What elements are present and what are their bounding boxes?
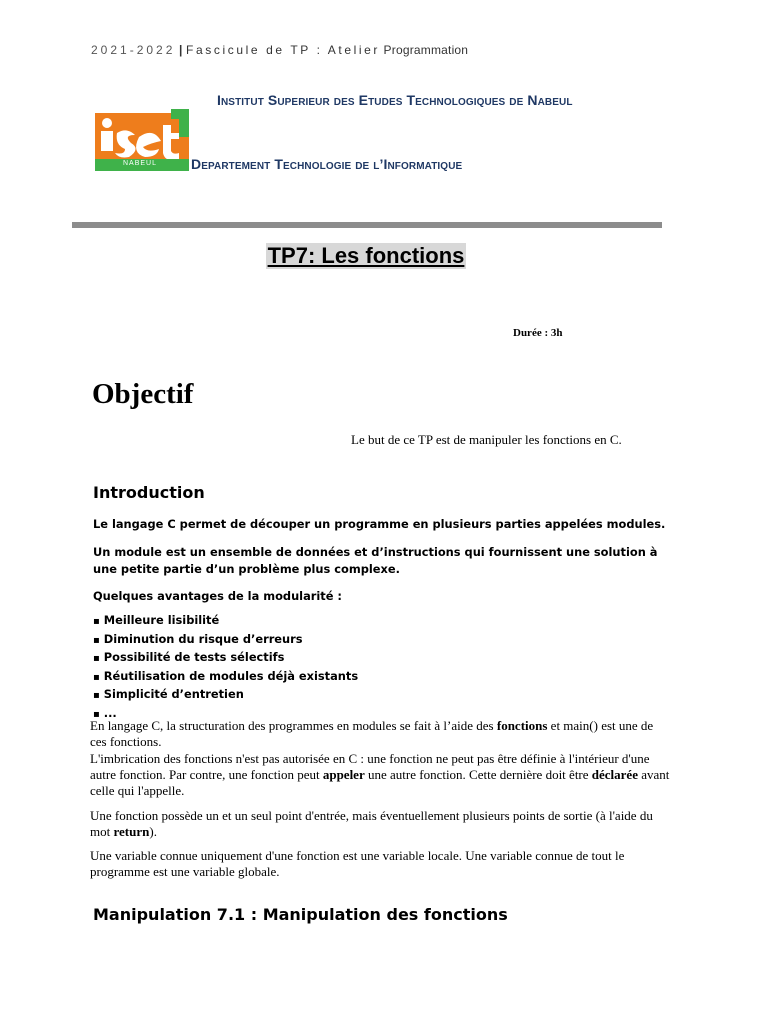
header-programmation: Programmation [383, 43, 469, 57]
list-item: ▪ Simplicité d’entretien [93, 686, 358, 705]
intro-paragraph-5 [90, 751, 670, 799]
p4-bold-fonctions: fonctions [496, 718, 548, 733]
advantages-list [93, 612, 358, 724]
p6-text-a: Une fonction possède un et un seul point d'entrée, mais éventuellement plusieurs points de sortie (à l'aide du mot [90, 808, 653, 839]
intro-paragraph-1: Le langage C permet de découper un programme en plusieurs parties appelées modules. [93, 517, 666, 531]
header-fascicule: Fascicule de TP : Atelier [186, 43, 380, 57]
intro-paragraph-4 [90, 718, 670, 750]
iset-logo [95, 109, 189, 171]
p5-text-a: L'imbrication des fonctions n'est pas autorisée en C : une fonction ne peut pas être définie à l'intérieur d'une autre fonction. Par contre, une fonction peut [90, 751, 650, 782]
header-year: 2021-2022 [91, 43, 176, 57]
header-rule [72, 222, 662, 228]
p6-text-c: ). [149, 824, 157, 839]
list-item: ▪ Diminution du risque d’erreurs [93, 631, 358, 650]
logo-caption: NABEUL [123, 160, 158, 167]
department-name: Departement Technologie de l’Informatique [191, 156, 463, 172]
advantages-label: Quelques avantages de la modularité : [93, 589, 342, 603]
header-separator: | [178, 43, 183, 57]
list-item: ▪ Possibilité de tests sélectifs [93, 649, 358, 668]
document-title [0, 243, 732, 269]
p5-text-e: avant celle qui l'appelle. [90, 767, 670, 798]
p5-bold-declaree: déclarée [591, 767, 638, 782]
intro-paragraph-2: Un module est un ensemble de données et d’instructions qui fournissent une solution à une petite partie d’un problème plus complexe. [93, 545, 658, 576]
p5-text-c: une autre fonction. Cette dernière doit être [364, 767, 592, 782]
p4-text-a: En langage C, la structuration des programmes en modules se fait à l’aide des [90, 718, 497, 733]
p6-bold-return: return [113, 824, 150, 839]
list-item: ▪ Réutilisation de modules déjà existants [93, 668, 358, 687]
duration: Durée : 3h [513, 327, 563, 339]
p5-bold-appeler: appeler [322, 767, 365, 782]
p4-text-c: et main() est une de ces fonctions. [90, 718, 654, 749]
institution-name: Institut Superieur des Etudes Technologiques de Nabeul [217, 92, 573, 108]
intro-paragraph-6 [90, 808, 670, 840]
title-text: TP7: Les fonctions [267, 243, 465, 268]
list-item: ▪ Meilleure lisibilité [93, 612, 358, 631]
running-header [91, 43, 468, 57]
list-item: ▪ ... [93, 705, 358, 724]
manipulation-heading: Manipulation 7.1 : Manipulation des fonctions [93, 905, 508, 924]
objectif-text: Le but de ce TP est de manipuler les fonctions en C. [351, 432, 622, 447]
objectif-heading: Objectif [92, 378, 194, 410]
introduction-heading: Introduction [93, 483, 205, 502]
intro-paragraph-7: Une variable connue uniquement d'une fonction est une variable locale. Une variable connue de tout le programme est une variable globale. [90, 848, 625, 879]
